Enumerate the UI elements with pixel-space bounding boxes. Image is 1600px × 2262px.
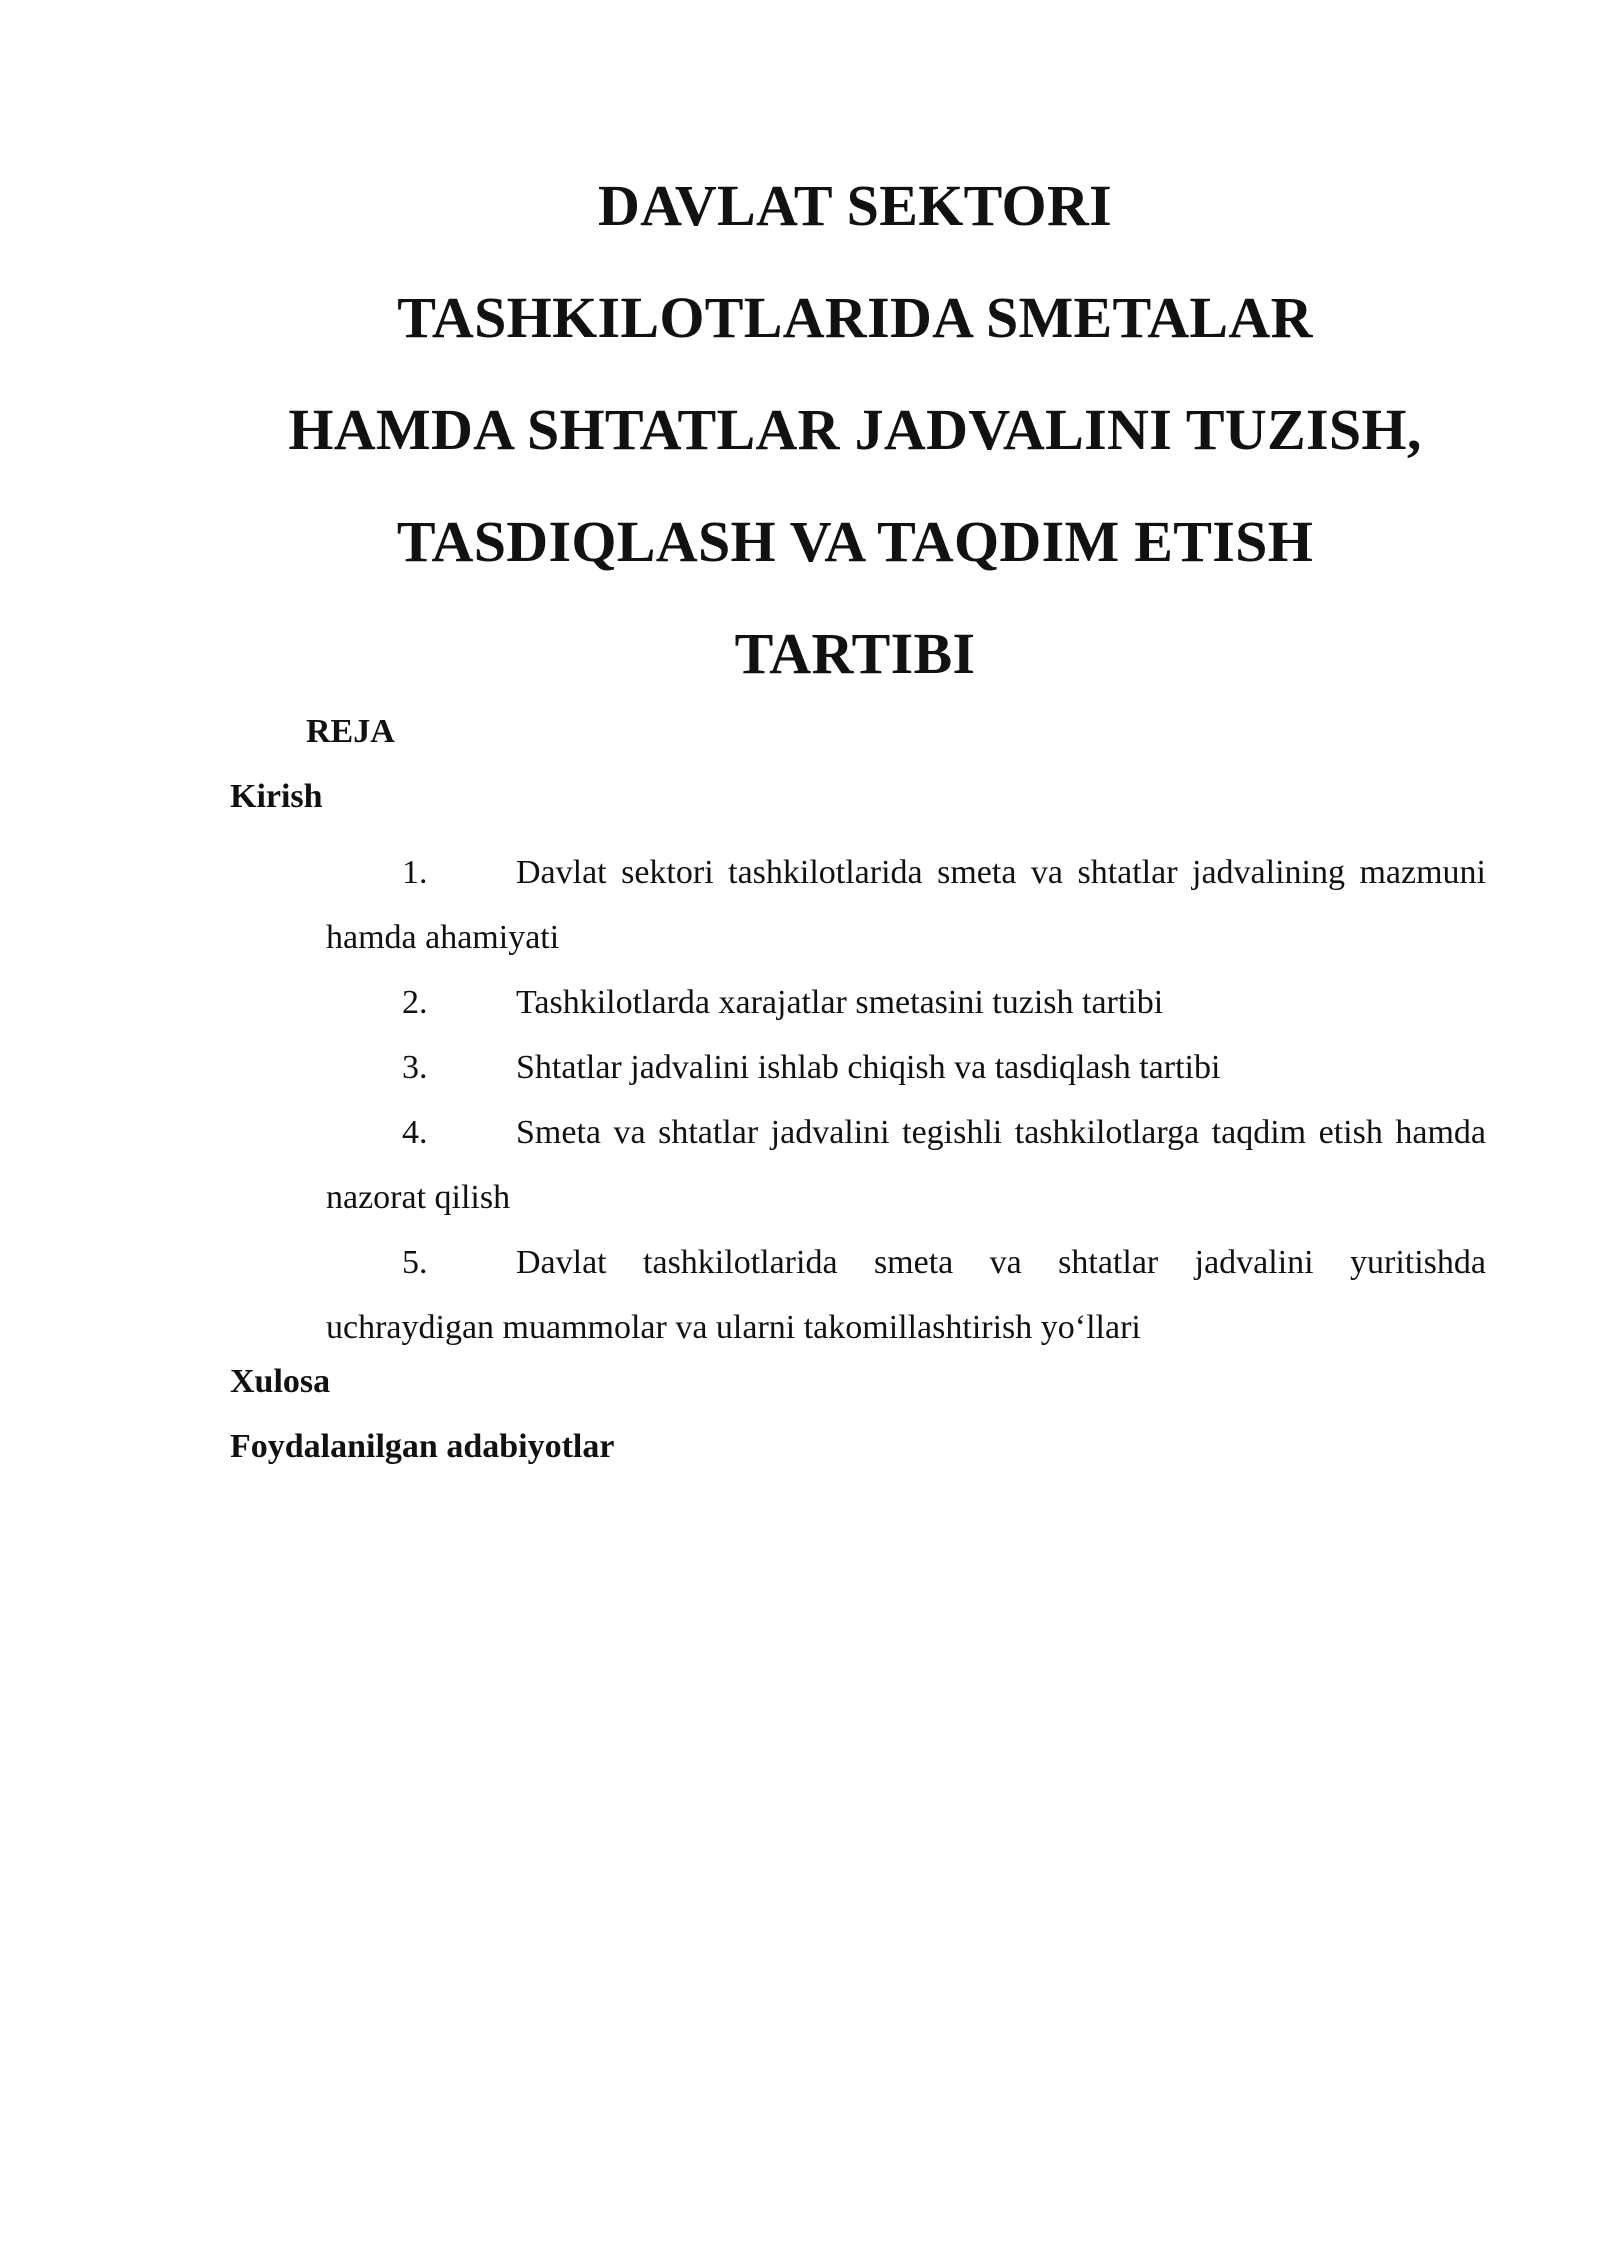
title-line: TARTIBI: [734, 621, 976, 686]
title-line: TASHKILOTLARIDA SMETALAR: [397, 285, 1313, 350]
conclusion-heading: Xulosa: [230, 1363, 331, 1400]
plan-item-text: Davlat sektori tashkilotlarida smeta va shtatlar jadvalining mazmuni hamda ahamiyati: [326, 854, 1486, 956]
plan-item-text: Tashkilotlarda xarajatlar smetasini tuzish tartibi: [516, 984, 1164, 1021]
plan-item: [326, 1230, 1486, 1360]
plan-item-text: Shtatlar jadvalini ishlab chiqish va tasdiqlash tartibi: [516, 1049, 1221, 1086]
references-heading: Foydalanilgan adabiyotlar: [230, 1428, 615, 1465]
plan-item-number: 5.: [402, 1244, 428, 1281]
plan-item-number: 1.: [402, 854, 428, 891]
plan-item-text: Davlat tashkilotlarida smeta va shtatlar jadvalini yuritishda uchraydigan muammolar va ularni takomillashtirish yo‘llari: [326, 1244, 1486, 1346]
plan-item-text: Smeta va shtatlar jadvalini tegishli tashkilotlarga taqdim etish hamda nazorat qilish: [326, 1114, 1486, 1216]
plan-heading: REJA: [306, 713, 395, 750]
document-title: [230, 150, 1480, 710]
plan-list: [326, 840, 1486, 1360]
plan-item: [326, 1035, 1486, 1100]
plan-item-number: 3.: [402, 1049, 428, 1086]
title-line: DAVLAT SEKTORI: [597, 173, 1113, 238]
plan-item: [326, 840, 1486, 970]
title-line: HAMDA SHTATLAR JADVALINI TUZISH,: [288, 397, 1422, 462]
title-line: TASDIQLASH VA TAQDIM ETISH: [396, 509, 1314, 574]
intro-heading: Kirish: [230, 778, 323, 815]
plan-item-number: 4.: [402, 1114, 428, 1151]
plan-item: [326, 1100, 1486, 1230]
plan-item: [326, 970, 1486, 1035]
plan-item-number: 2.: [402, 984, 428, 1021]
